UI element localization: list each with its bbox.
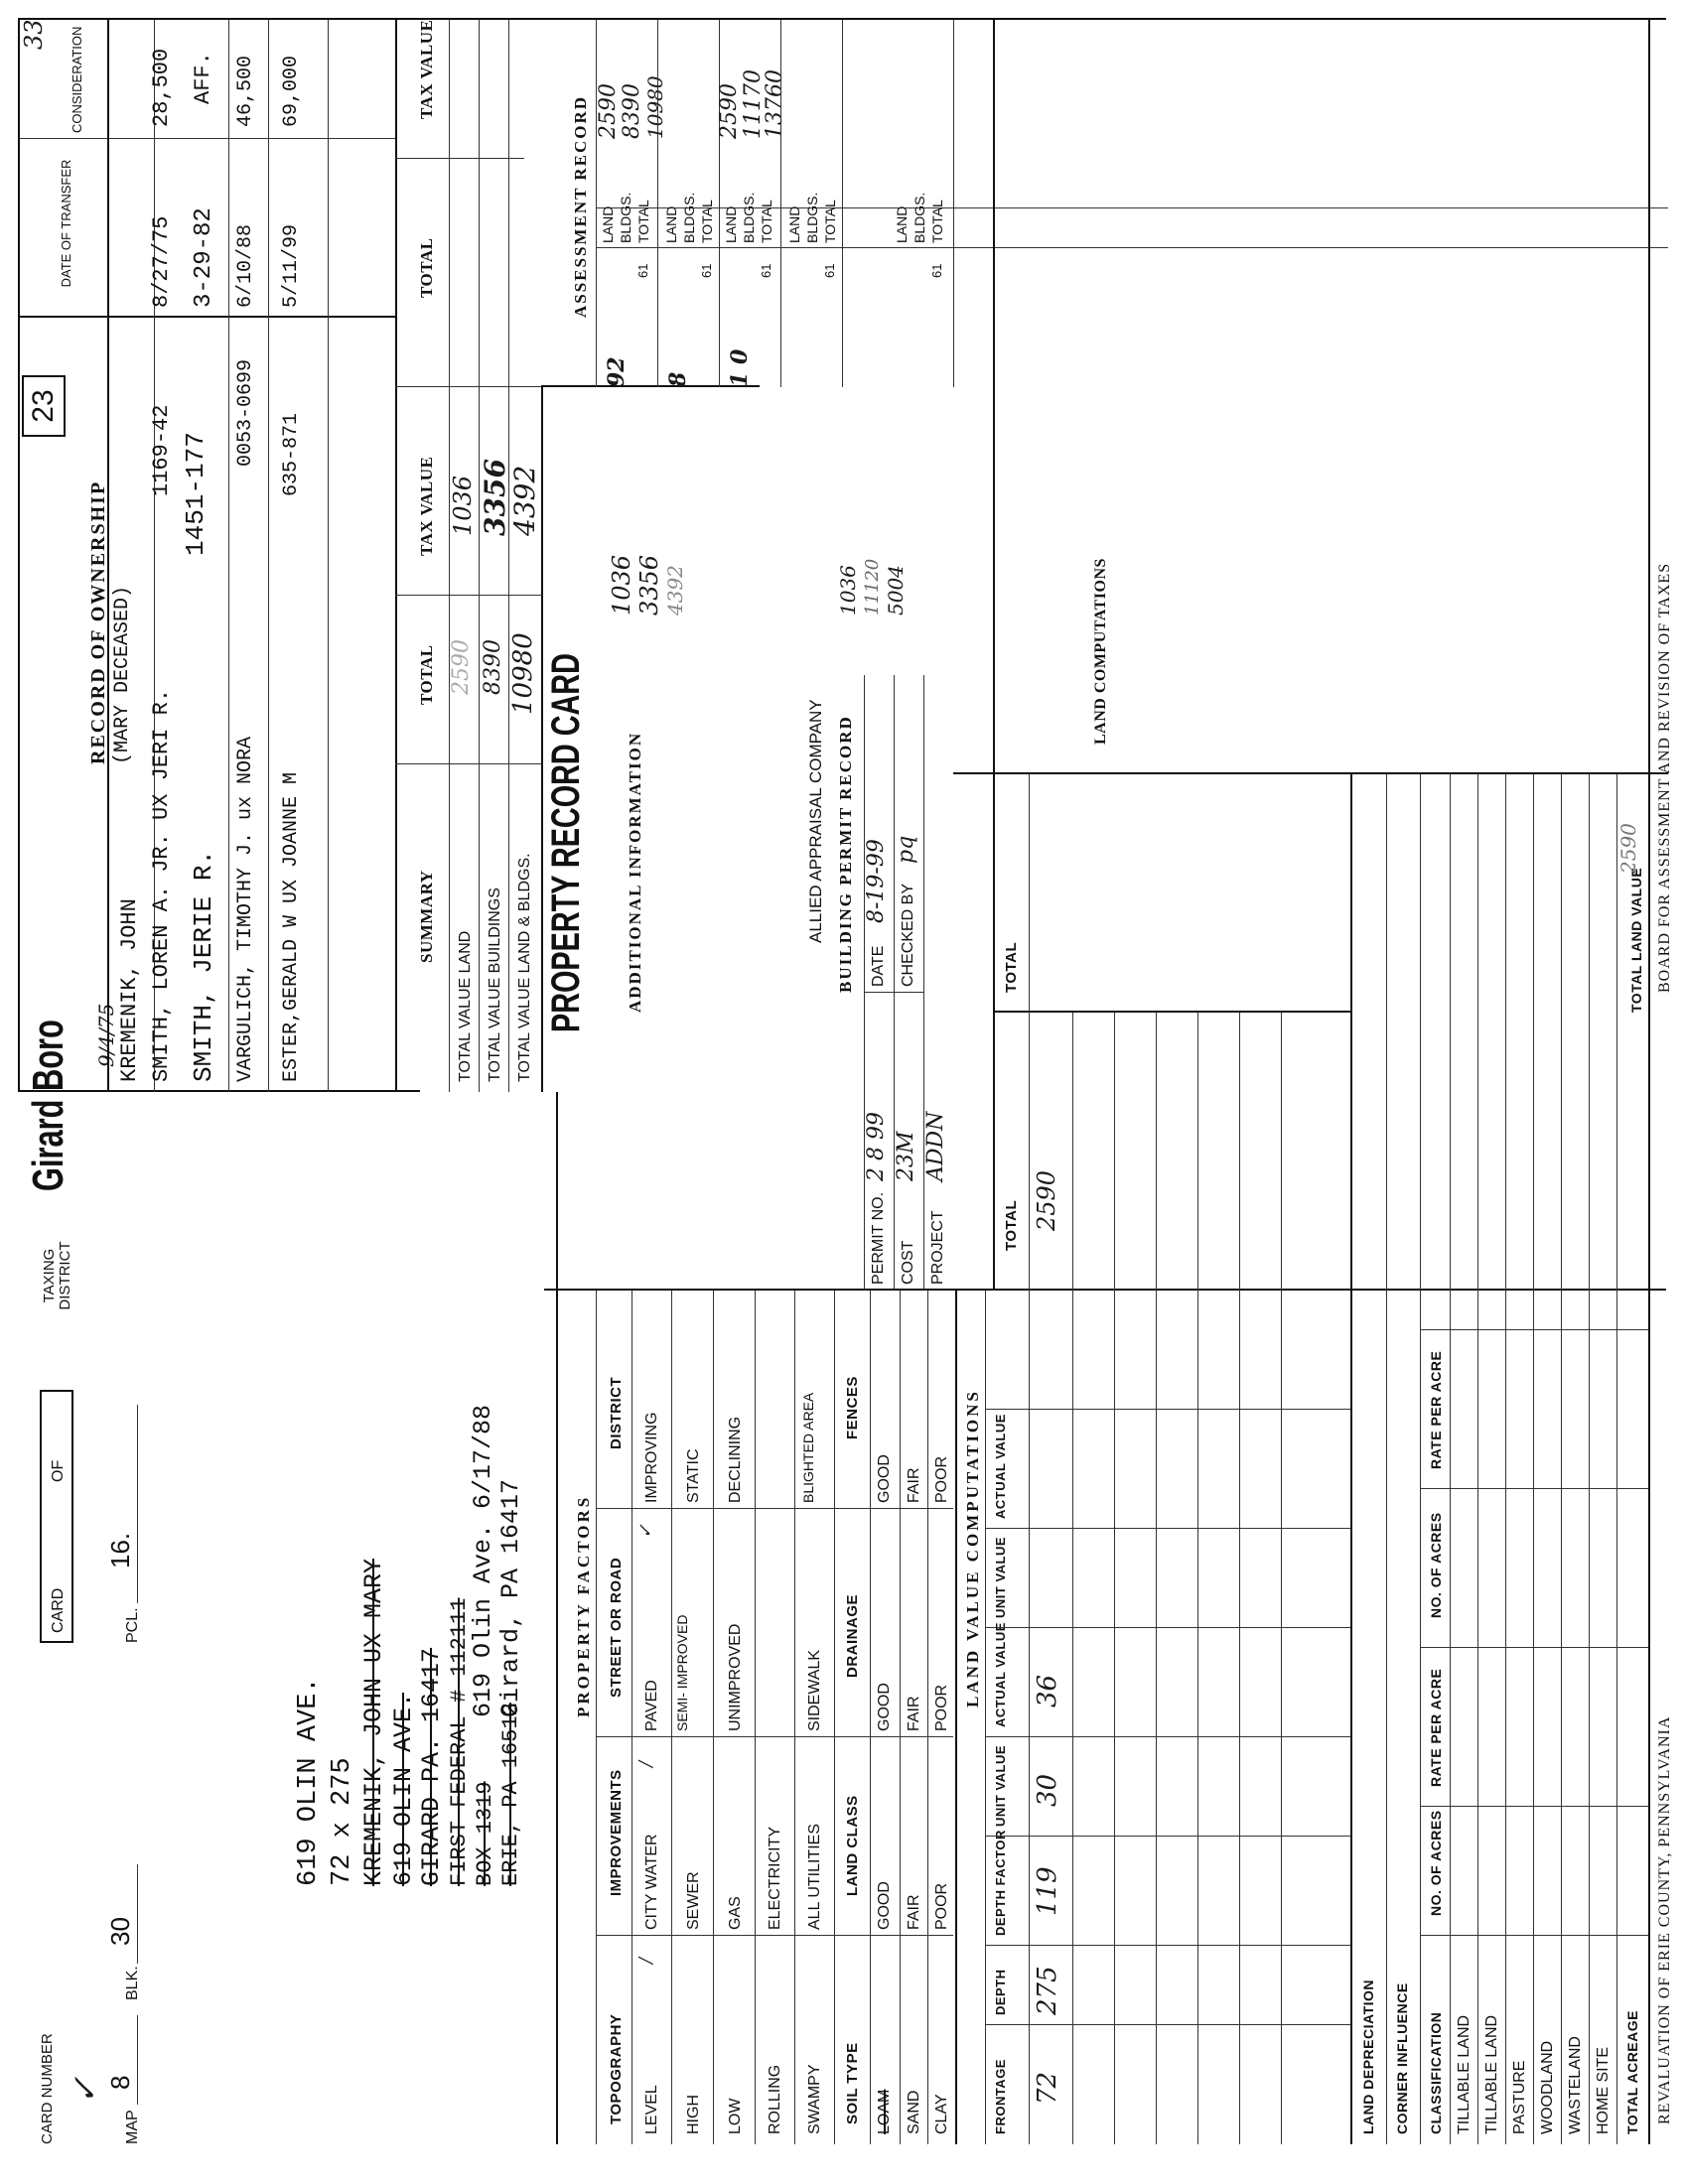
owner-deed-4: 0053-0699 bbox=[234, 358, 257, 467]
lv-header-total: TOTAL bbox=[1003, 1199, 1020, 1251]
district-static: STATIC bbox=[685, 1448, 702, 1503]
assessment-land-label-4: LAND bbox=[786, 205, 802, 243]
owner-consideration-5: 69,000 bbox=[280, 55, 303, 127]
checkmark-icon: ✓ bbox=[66, 2076, 105, 2105]
lv-header-unit-value-2: UNIT VALUE bbox=[993, 1536, 1008, 1618]
corner-influence: CORNER INFLUENCE bbox=[1394, 1982, 1410, 2134]
assessment-code-4: 61 bbox=[822, 263, 837, 278]
soil-header: SOIL TYPE bbox=[844, 2042, 861, 2124]
project-value: ADDN bbox=[923, 1111, 948, 1181]
map-value: 8 bbox=[105, 2075, 135, 2090]
property-factors-title: PROPERTY FACTORS bbox=[574, 1494, 593, 1717]
lv-header-actual-value: ACTUAL VALUE bbox=[993, 1622, 1008, 1727]
assessment-marker-3: 1 0 bbox=[727, 348, 753, 387]
drainage-header: DRAINAGE bbox=[844, 1593, 861, 1678]
topo-high: HIGH bbox=[685, 2095, 702, 2134]
summary-label-total: TOTAL VALUE LAND & BLDGS. bbox=[516, 853, 533, 1082]
class-pasture: PASTURE bbox=[1511, 2060, 1528, 2134]
assessment-land-label-1: LAND bbox=[600, 205, 616, 243]
struck-line-3: GIRARD PA. 16417 bbox=[417, 1647, 446, 1886]
owner-date-5: 5/11/99 bbox=[280, 223, 303, 308]
lv-header-unit-value: UNIT VALUE bbox=[993, 1744, 1008, 1827]
assessment-total-label-4: TOTAL bbox=[822, 200, 838, 243]
owner-deed-2: 1169-42 bbox=[149, 404, 174, 496]
additional-value-1: 1036 bbox=[608, 554, 635, 615]
imp-all-utilities: ALL UTILITIES bbox=[806, 1824, 823, 1930]
appraisal-company: ALLIED APPRAISAL COMPANY bbox=[806, 699, 825, 943]
lv-actual-value: 36 bbox=[1033, 1674, 1062, 1707]
acre-header-rate-2: RATE PER ACRE bbox=[1428, 1350, 1444, 1469]
struck-line-1: KREMENIK, JOHN UX MARY bbox=[359, 1558, 388, 1886]
summary-title: SUMMARY bbox=[417, 870, 436, 963]
imp-electricity: ELECTRICITY bbox=[767, 1826, 783, 1930]
owner-name-5: ESTER,GERALD W UX JOANNE M bbox=[280, 771, 303, 1082]
permit-date: 8-19-99 bbox=[864, 839, 889, 923]
date-transfer-header: DATE OF TRANSFER bbox=[59, 159, 73, 288]
soil-sand: SAND bbox=[906, 2090, 922, 2134]
permit-side-3: 5004 bbox=[884, 565, 908, 615]
owner-name-4: VARGULICH, TIMOTHY J. ux NORA bbox=[234, 736, 257, 1082]
district-blighted: BLIGHTED AREA bbox=[800, 1392, 816, 1503]
map-label: MAP bbox=[124, 2110, 141, 2144]
blk-value: 30 bbox=[105, 1917, 135, 1946]
additional-value-3: 4392 bbox=[663, 565, 687, 615]
assessment-land-1: 2590 bbox=[596, 83, 621, 139]
assessment-bldgs-label-3: BLDGS. bbox=[741, 192, 757, 243]
assessment-code-1: 61 bbox=[635, 263, 650, 278]
imp-gas: GAS bbox=[727, 1896, 744, 1930]
consideration-header: CONSIDERATION bbox=[70, 26, 84, 133]
permit-no: 2 8 99 bbox=[864, 1112, 889, 1181]
permit-no-label: PERMIT NO. bbox=[870, 1191, 887, 1285]
district-declining: DECLINING bbox=[727, 1416, 744, 1503]
class-tillable-1: TILLABLE LAND bbox=[1456, 2014, 1473, 2134]
summary-right-total: TOTAL bbox=[417, 237, 436, 298]
pcl-label: PCL. bbox=[124, 1607, 141, 1643]
summary-label-land: TOTAL VALUE LAND bbox=[457, 930, 474, 1082]
lv-header-frontage: FRONTAGE bbox=[993, 2059, 1008, 2134]
street-sidewalk: SIDEWALK bbox=[806, 1649, 823, 1731]
lv-header-depth: DEPTH bbox=[993, 1969, 1008, 2015]
lv-header-total-2: TOTAL bbox=[1003, 941, 1020, 993]
acre-header-acres-2: NO. OF ACRES bbox=[1428, 1512, 1444, 1618]
land-computations-title: LAND COMPUTATIONS bbox=[1092, 558, 1109, 745]
card-number-label: CARD NUMBER bbox=[39, 2033, 56, 2144]
struck-line-4: FIRST FEDERAL # 112111 bbox=[447, 1597, 472, 1886]
taxing-district: Girard Boro bbox=[24, 1020, 72, 1191]
summary-label-buildings: TOTAL VALUE BUILDINGS bbox=[487, 887, 503, 1082]
assessment-bldgs-3: 11170 bbox=[741, 69, 766, 139]
of-label: OF bbox=[50, 1459, 67, 1482]
street-semi-improved: SEMI- IMPROVED bbox=[674, 1614, 690, 1731]
lv-depth: 275 bbox=[1033, 1966, 1062, 2015]
topo-level: LEVEL bbox=[643, 2085, 660, 2134]
class-fair: FAIR bbox=[906, 1894, 922, 1930]
current-address-1: 619 Olin Ave. 6/17/88 bbox=[469, 1404, 497, 1717]
assessment-total-label-5: TOTAL bbox=[929, 200, 945, 243]
checked-label: CHECKED BY bbox=[900, 883, 916, 987]
assessment-land-label-5: LAND bbox=[894, 205, 910, 243]
topography-header: TOPOGRAPHY bbox=[608, 2013, 625, 2124]
soil-loam: LOAM bbox=[876, 2089, 893, 2134]
cost-label: COST bbox=[900, 1240, 916, 1285]
drainage-fair: FAIR bbox=[906, 1696, 922, 1731]
owner-date-2: 8/27/75 bbox=[149, 215, 174, 308]
lv-header-depth-factor: DEPTH FACTOR bbox=[993, 1830, 1008, 1936]
summary-right-tax: TAX VALUE bbox=[417, 19, 436, 119]
summary-total-header: TOTAL bbox=[417, 644, 436, 705]
record-date: 9/4/75 bbox=[94, 1003, 118, 1067]
assessment-bldgs-label-1: BLDGS. bbox=[618, 192, 633, 243]
assessment-bldgs-1: 8390 bbox=[620, 83, 644, 139]
summary-tax-land: 1036 bbox=[449, 475, 477, 536]
class-woodland: WOODLAND bbox=[1539, 2040, 1556, 2134]
permit-title: BUILDING PERMIT RECORD bbox=[836, 715, 855, 993]
acre-header-acres: NO. OF ACRES bbox=[1428, 1810, 1444, 1916]
struck-line-5: BOX 1319 bbox=[473, 1781, 497, 1886]
district-header: DISTRICT bbox=[608, 1376, 625, 1449]
project-label: PROJECT bbox=[929, 1210, 946, 1285]
check-paved-icon: ✓ bbox=[635, 1523, 656, 1539]
imp-city-water: CITY WATER bbox=[643, 1834, 660, 1930]
assessment-total-1: 10980 bbox=[643, 75, 667, 139]
fences-poor: POOR bbox=[933, 1455, 950, 1503]
district-improving: IMPROVING bbox=[643, 1412, 660, 1503]
total-land-value: 2590 bbox=[1616, 823, 1640, 874]
assessment-land-label-3: LAND bbox=[723, 205, 739, 243]
permit-side-1: 1036 bbox=[836, 565, 860, 615]
assessment-code-5: 61 bbox=[929, 263, 944, 278]
assessment-total-3: 13760 bbox=[763, 69, 787, 139]
footer-left: REVALUATION OF ERIE COUNTY, PENNSYLVANIA bbox=[1656, 1715, 1673, 2124]
footer-right: BOARD FOR ASSESSMENT AND REVISION OF TAXES bbox=[1656, 562, 1673, 993]
check-water-icon: / bbox=[635, 1760, 656, 1767]
owner-note-1: (MARY DECEASED) bbox=[111, 585, 134, 764]
lv-depth-factor: 119 bbox=[1033, 1866, 1062, 1916]
assessment-code-2: 61 bbox=[699, 263, 714, 278]
additional-value-2: 3356 bbox=[635, 554, 663, 615]
blk-label: BLK. bbox=[124, 1966, 141, 2000]
assessment-total-label-2: TOTAL bbox=[699, 200, 715, 243]
summary-tax-header: TAX VALUE bbox=[417, 456, 436, 556]
owner-name-3: SMITH, JERIE R. bbox=[189, 849, 218, 1082]
summary-tax-all: 4392 bbox=[508, 465, 541, 536]
street-unimproved: UNIMPROVED bbox=[727, 1623, 744, 1731]
assessment-bldgs-label-2: BLDGS. bbox=[681, 192, 697, 243]
drainage-poor: POOR bbox=[933, 1684, 950, 1731]
owner-consideration-2: 28,500 bbox=[149, 48, 174, 127]
lv-unit-value: 30 bbox=[1033, 1773, 1062, 1807]
assessment-land-3: 2590 bbox=[717, 83, 742, 139]
owner-date-3: 3-29-82 bbox=[191, 207, 217, 308]
owner-consideration-3: AFF. bbox=[191, 52, 215, 104]
class-tillable-2: TILLABLE LAND bbox=[1483, 2014, 1500, 2134]
assessment-title: ASSESSMENT RECORD bbox=[571, 94, 590, 318]
address-line1: 619 OLIN AVE. bbox=[294, 1677, 324, 1886]
land-depreciation: LAND DEPRECIATION bbox=[1360, 1979, 1376, 2134]
lv-frontage: 72 bbox=[1033, 2071, 1062, 2105]
owner-consideration-4: 46,500 bbox=[234, 55, 257, 127]
topo-low: LOW bbox=[727, 2098, 744, 2134]
summary-total-buildings: 8390 bbox=[481, 639, 505, 695]
owner-deed-3: 1451-177 bbox=[181, 432, 210, 556]
card-box bbox=[40, 1390, 73, 1643]
card-title: PROPERTY RECORD CARD bbox=[544, 653, 588, 1032]
summary-total-all: 10980 bbox=[508, 632, 538, 715]
struck-line-2: 619 OLIN AVE. bbox=[389, 1692, 418, 1886]
class-wasteland: WASTELAND bbox=[1567, 2036, 1584, 2134]
box-number: 23 bbox=[22, 375, 66, 437]
assessment-land-label-2: LAND bbox=[663, 205, 679, 243]
lv-header-actual-value-2: ACTUAL VALUE bbox=[993, 1414, 1008, 1519]
land-class-header: LAND CLASS bbox=[844, 1795, 861, 1896]
cost-value: 23M bbox=[894, 1131, 918, 1181]
assessment-total-label-1: TOTAL bbox=[635, 200, 651, 243]
total-land-value-label: TOTAL LAND VALUE bbox=[1628, 867, 1644, 1013]
summary-tax-buildings: 3356 bbox=[479, 459, 511, 536]
acre-header-rate: RATE PER ACRE bbox=[1428, 1668, 1444, 1787]
imp-sewer: SEWER bbox=[685, 1871, 702, 1930]
current-address-2: Girard, PA 16417 bbox=[496, 1478, 525, 1717]
improvements-header: IMPROVEMENTS bbox=[608, 1769, 625, 1896]
address-line2: 72 x 275 bbox=[328, 1757, 357, 1886]
lv-total: 2590 bbox=[1033, 1169, 1060, 1231]
pcl-value: 16. bbox=[105, 1532, 135, 1569]
street-paved: PAVED bbox=[643, 1680, 660, 1731]
acre-header-classification: CLASSIFICATION bbox=[1428, 2011, 1444, 2134]
assessment-code-3: 61 bbox=[759, 263, 773, 278]
assessment-total-label-3: TOTAL bbox=[759, 200, 774, 243]
check-level-icon: / bbox=[635, 1957, 656, 1964]
fences-header: FENCES bbox=[844, 1376, 861, 1439]
assessment-marker-1: 92 bbox=[604, 356, 630, 387]
class-total-acreage: TOTAL ACREAGE bbox=[1624, 2010, 1640, 2134]
class-good: GOOD bbox=[876, 1881, 893, 1930]
soil-clay: CLAY bbox=[933, 2094, 950, 2134]
fences-fair: FAIR bbox=[906, 1467, 922, 1503]
assessment-bldgs-label-4: BLDGS. bbox=[804, 192, 820, 243]
summary-total-land: 2590 bbox=[449, 639, 474, 695]
card-label: CARD bbox=[50, 1587, 67, 1633]
topo-swampy: SWAMPY bbox=[806, 2064, 823, 2134]
land-value-title: LAND VALUE COMPUTATIONS bbox=[963, 1389, 982, 1707]
class-home-site: HOME SITE bbox=[1595, 2046, 1612, 2134]
topo-rolling: ROLLING bbox=[767, 2064, 783, 2134]
owner-date-4: 6/10/88 bbox=[234, 223, 257, 308]
ownership-title: RECORD OF OWNERSHIP bbox=[87, 479, 109, 764]
fences-good: GOOD bbox=[876, 1454, 893, 1503]
permit-side-2: 11120 bbox=[862, 558, 883, 615]
assessment-marker-2: 8 bbox=[665, 371, 691, 387]
struck-line-6: ERIE, PA 16512 bbox=[498, 1703, 523, 1886]
checked-value: pq bbox=[894, 835, 918, 864]
corner-number: 33 bbox=[20, 19, 48, 50]
additional-title: ADDITIONAL INFORMATION bbox=[626, 731, 644, 1013]
taxing-district-label: TAXING DISTRICT bbox=[41, 1241, 73, 1310]
owner-name-2: SMITH, LOREN A. JR. UX JERI R. bbox=[149, 688, 174, 1082]
class-poor: POOR bbox=[933, 1882, 950, 1930]
owner-name-1: KREMENIK, JOHN bbox=[117, 898, 142, 1082]
drainage-good: GOOD bbox=[876, 1683, 893, 1731]
street-header: STREET OR ROAD bbox=[608, 1557, 625, 1698]
owner-deed-5: 635-871 bbox=[280, 412, 303, 496]
permit-date-label: DATE bbox=[870, 945, 887, 987]
assessment-bldgs-label-5: BLDGS. bbox=[912, 192, 927, 243]
